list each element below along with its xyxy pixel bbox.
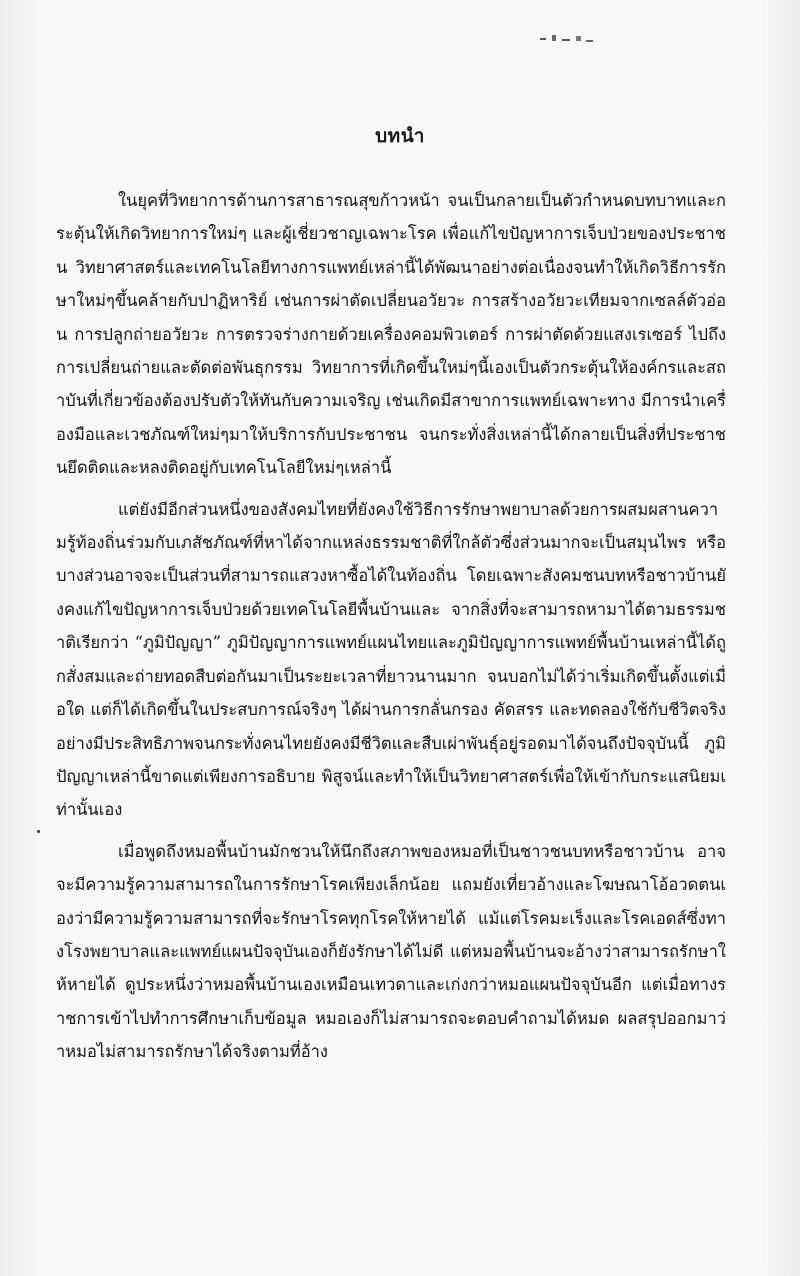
body-text [56,184,726,1077]
scan-noise-marks [538,32,598,48]
margin-mark [37,830,40,833]
paragraph-2: แต่ยังมีอีกส่วนหนึ่งของสังคมไทยที่ยังคงใช้วิธีการรักษาพยาบาลด้วยการผสมผสานความรู้ท้องถิ่นร่วมกับเภสัชภัณฑ์ที่หาได้จากแหล่งธรรมชาติที่ใกล้ตัวซึ่งส่วนมากจะเป็นสมุนไพร หรือบางส่วนอาจจะเป็นส่วนที่สามารถแสวงหาซื้อได้ในท้องถิ่น โดยเฉพาะสังคมชนบทหรือชาวบ้านยังคงแก้ไขปัญหาการเจ็บป่วยด้วยเทคโนโลยีพื้นบ้านและ จากสิ่งที่จะสามารถหามาได้ตามธรรมชาติเรียกว่า “ภูมิปัญญา” ภูมิปัญญาการแพทย์แผนไทยและภูมิปัญญาการแพทย์พื้นบ้านเหล่านี้ได้ถูกสั่งสมและถ่ายทอดสืบต่อกันมาเป็นระยะเวลาที่ยาวนานมาก จนบอกไม่ได้ว่าเริ่มเกิดขึ้นตั้งแต่เมื่อใด แต่ก็ได้เกิดขึ้นในประสบการณ์จริงๆ ได้ผ่านการกลั่นกรอง คัดสรร และทดลองใช้กับชีวิตจริง อย่างมีประสิทธิภาพจนกระทั่งคนไทยยังคงมีชีวิตและสืบเผ่าพันธุ์อยู่รอดมาได้จนถึงปัจจุบันนี้ ภูมิปัญญาเหล่านี้ขาดแต่เพียงการอธิบาย พิสูจน์และทำให้เป็นวิทยาศาสตร์เพื่อให้เข้ากับกระแสนิยมเท่านั้นเอง [56,499,726,820]
paragraph-3: เมื่อพูดถึงหมอพื้นบ้านมักชวนให้นึกถึงสภาพของหมอที่เป็นชาวชนบทหรือชาวบ้าน อาจจะมีความรู้ความสามารถในการรักษาโรคเพียงเล็กน้อย แถมยังเที่ยวอ้างและโฆษณาโอ้อวดตนเองว่ามีความรู้ความสามารถที่จะรักษาโรคทุกโรคให้หายได้ แม้แต่โรคมะเร็งและโรคเอดส์ซึ่งทางโรงพยาบาลและแพทย์แผนปัจจุบันเองก็ยังรักษาได้ไม่ดี แต่หมอพื้นบ้านจะอ้างว่าสามารถรักษาให้หายได้ ดูประหนึ่งว่าหมอพื้นบ้านเองเหมือนเทวดาและเก่งกว่าหมอแผนปัจจุบันอีก แต่เมื่อทางราชการเข้าไปทำการศึกษาเก็บข้อมูล หมอเองก็ไม่สามารถจะตอบคำถามได้หมด ผลสรุปออกมาว่าหมอไม่สามารถรักษาได้จริงตามที่อ้าง [56,841,726,1062]
paragraph-1: ในยุคที่วิทยาการด้านการสาธารณสุขก้าวหน้า จนเป็นกลายเป็นตัวกำหนดบทบาทและกระตุ้นให้เกิดวิทยาการใหม่ๆ และผู้เชี่ยวชาญเฉพาะโรค เพื่อแก้ไขปัญหาการเจ็บป่วยของประชาชน วิทยาศาสตร์และเทคโนโลยีทางการแพทย์เหล่านี้ได้พัฒนาอย่างต่อเนื่องจนทำให้เกิดวิธีการรักษาใหม่ๆขึ้นคล้ายกับปาฏิหาริย์ เช่นการผ่าตัดเปลี่ยนอวัยวะ การสร้างอวัยวะเทียมจากเซลล์ตัวอ่อน การปลูกถ่ายอวัยวะ การตรวจร่างกายด้วยเครื่องคอมพิวเตอร์ การผ่าตัดด้วยแสงเรเซอร์ ไปถึงการเปลี่ยนถ่ายและตัดต่อพันธุกรรม วิทยาการที่เกิดขึ้นใหม่ๆนี้เองเป็นตัวกระตุ้นให้องค์กรและสถาบันที่เกี่ยวข้องต้องปรับตัวให้ทันกับความเจริญ เช่นเกิดมีสาขาการแพทย์เฉพาะทาง มีการนำเครื่องมือและเวชภัณฑ์ใหม่ๆมาให้บริการกับประชาชน จนกระทั่งสิ่งเหล่านี้ได้กลายเป็นสิ่งที่ประชาชนยึดติดและหลงติดอยู่กับเทคโนโลยีใหม่ๆเหล่านี้ [56,191,726,478]
page-title: บทนำ [375,125,425,147]
